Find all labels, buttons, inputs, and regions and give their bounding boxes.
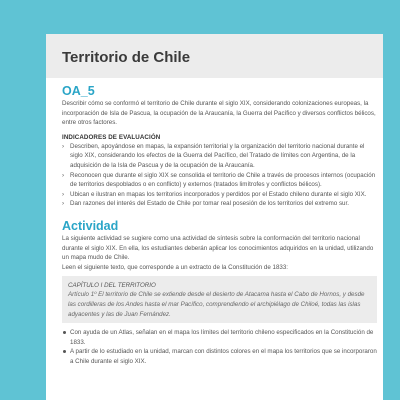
activity-task-list (62, 328, 377, 366)
chevron-bullet-icon: › (62, 190, 65, 198)
task-item (62, 347, 377, 366)
objective-description: Describir cómo se conformó el territorio de Chile durante el siglo XIX, considerando colonizaciones europeas, la incorporación de Isla de Pascua, la ocupación de la Araucanía, la Guerra del Pacífico y diversos conflictos bélicos, entre otros factores. (62, 100, 376, 127)
worksheet-page (46, 34, 383, 400)
page-content (62, 80, 377, 366)
chevron-bullet-icon: › (62, 171, 65, 179)
page-title: Territorio de Chile (62, 49, 191, 66)
chevron-bullet-icon: › (62, 200, 65, 208)
task-text: A partir de lo estudiado en la unidad, marcan con distintos colores en el mapa los territorios que se incorporaron a Chile durante el siglo XIX. (70, 348, 377, 365)
indicator-item (62, 171, 377, 190)
constitution-quote-box (62, 276, 377, 323)
chevron-bullet-icon: › (62, 142, 65, 150)
indicator-text: Ubican e ilustran en mapas los territorios incorporados y perdidos por el Estado chileno durante el siglo XIX. (70, 190, 367, 198)
indicator-item (62, 190, 377, 200)
quote-heading: CAPÍTULO I DEL TERRITORIO (68, 282, 156, 290)
bullet-dot-icon (63, 350, 66, 353)
title-banner (46, 34, 383, 78)
indicator-item (62, 142, 377, 171)
quote-text: Artículo 1º El territorio de Chile se extiende desde el desierto de Atacama hasta el Cabo de Hornos, y desde las cordilleras de los Andes hasta el mar Pacífico, comprendiendo el archipiélago de Chiloé, todas las islas adyacentes y las de Juan Fernández. (68, 291, 365, 318)
activity-heading: Actividad (62, 218, 119, 233)
task-item (62, 328, 377, 347)
activity-intro: La siguiente actividad se sugiere como una actividad de síntesis sobre la conformación del territorio nacional durante el siglo XIX. En ella, los estudiantes deberán aplicar los conocimientos adquiridos en la unidad, utilizando un mapa mudo de Chile. (62, 234, 374, 262)
indicators-heading: INDICADORES DE EVALUACIÓN (62, 133, 161, 141)
task-text: Con ayuda de un Atlas, señalan en el mapa los límites del territorio chileno especificados en la Constitución de 1833. (70, 329, 374, 346)
indicator-item (62, 199, 377, 209)
bullet-dot-icon (63, 331, 66, 334)
objective-code: OA_5 (62, 84, 95, 98)
indicator-text: Reconocen que durante el siglo XIX se consolida el territorio de Chile a través de procesos internos (ocupación de territorios despoblados o en conflicto) y externos (tratados limítrofes y conflictos bélicos). (70, 171, 376, 189)
indicator-text: Describen, apoyándose en mapas, la expansión territorial y la organización del territorio nacional durante el siglo XIX, considerando los efectos de la Guerra del Pacífico, del Tratado de límites con Argentina, de la adquisición de la Isla de Pascua y de la ocupación de la Araucanía. (70, 142, 365, 169)
activity-lead: Leen el siguiente texto, que corresponde a un extracto de la Constitución de 1833: (62, 263, 288, 271)
indicators-list (62, 142, 377, 209)
indicator-text: Dan razones del interés del Estado de Chile por tomar real posesión de los territorios del extremo sur. (70, 200, 349, 208)
